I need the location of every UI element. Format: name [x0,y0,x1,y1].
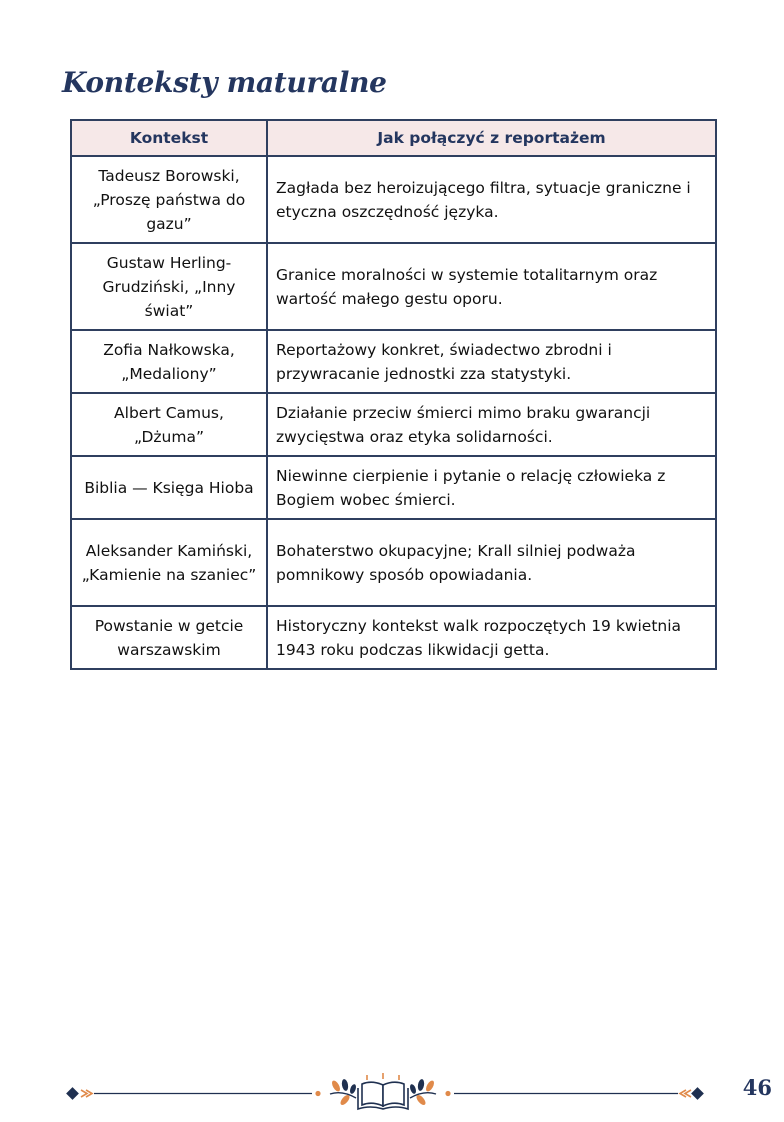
context-cell: Powstanie w getcie warszawskim [71,606,267,669]
context-cell: Gustaw Herling-Grudziński, „Inny świat” [71,243,267,330]
page-number: 46 [742,1075,772,1100]
connection-cell: Bohaterstwo okupacyjne; Krall silniej podważa pomnikowy sposób opowiadania. [267,519,716,606]
table-row [71,243,716,330]
context-cell: Tadeusz Borowski, „Proszę państwa do gazu” [71,156,267,243]
open-book-icon [358,1073,408,1109]
page-title: Konteksty maturalne [62,66,387,99]
diamond-arrow-icon [680,1087,704,1100]
connection-cell: Granice moralności w systemie totalitarnym oraz wartość małego gestu oporu. [267,243,716,330]
context-cell: Biblia — Księga Hioba [71,456,267,519]
context-cell: Aleksander Kamiński, „Kamienie na szaniec” [71,519,267,606]
connection-cell: Niewinne cierpienie i pytanie o relację człowieka z Bogiem wobec śmierci. [267,456,716,519]
footer-ornament-graphic [0,1072,784,1112]
table-row [71,156,716,243]
footer-ornament [0,1072,784,1112]
diamond-arrow-icon [66,1087,92,1100]
context-cell: Zofia Nałkowska, „Medaliony” [71,330,267,393]
table-row [71,519,716,606]
table-row [71,393,716,456]
connection-cell: Zagłada bez heroizującego filtra, sytuacje graniczne i etyczna oszczędność języka. [267,156,716,243]
connection-cell: Historyczny kontekst walk rozpoczętych 19 kwietnia 1943 roku podczas likwidacji getta. [267,606,716,669]
connection-cell: Działanie przeciw śmierci mimo braku gwarancji zwycięstwa oraz etyka solidarności. [267,393,716,456]
table-row [71,456,716,519]
context-cell: Albert Camus, „Dżuma” [71,393,267,456]
header-context: Kontekst [71,120,267,156]
contexts-table [70,119,717,670]
header-connection: Jak połączyć z reportażem [267,120,716,156]
table-row [71,606,716,669]
table-row [71,330,716,393]
connection-cell: Reportażowy konkret, świadectwo zbrodni i przywracanie jednostki zza statystyki. [267,330,716,393]
table-header-row [71,120,716,156]
